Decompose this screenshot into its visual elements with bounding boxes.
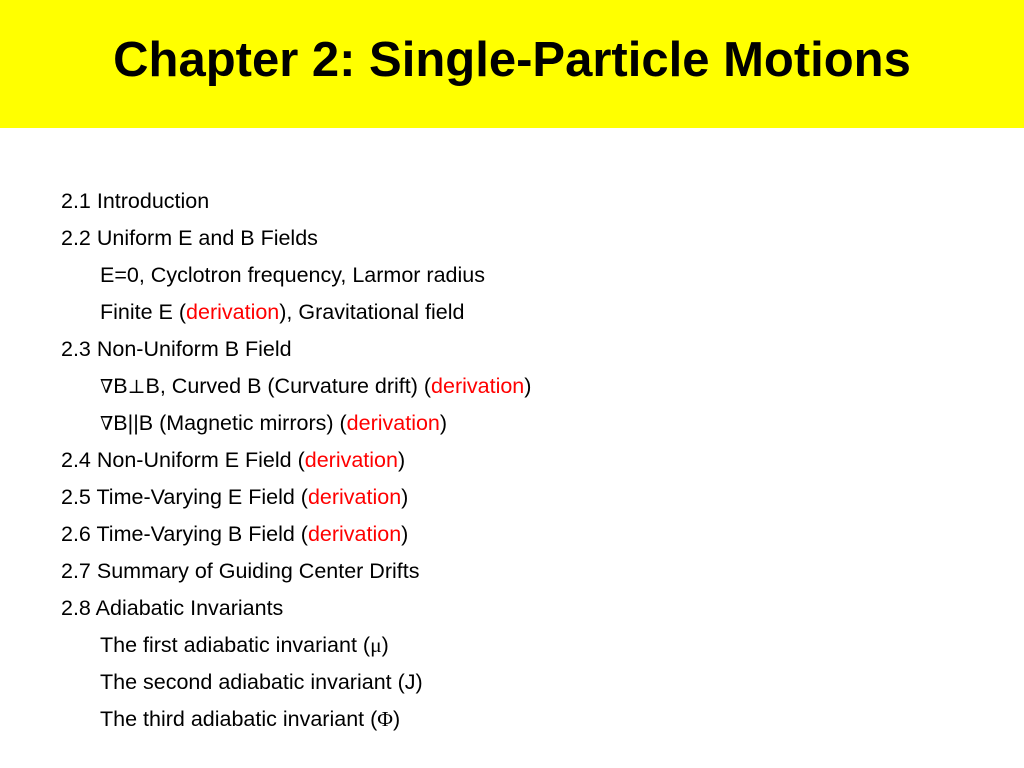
outline-text: 2.5 Time-Varying E Field (: [61, 485, 308, 509]
outline-subitem-grad-b-parallel: [61, 406, 1001, 443]
chapter-outline: [61, 184, 1001, 739]
outline-subitem-third-invariant: [61, 702, 1001, 739]
outline-text: The first adiabatic invariant (: [100, 633, 371, 657]
outline-text: The second adiabatic invariant (J): [100, 670, 423, 694]
outline-text: ): [439, 411, 448, 435]
outline-text: 2.8 Adiabatic Invariants: [61, 596, 284, 620]
outline-item-2-2: [61, 221, 1001, 258]
phi-symbol: Φ: [377, 707, 393, 731]
derivation-link[interactable]: derivation: [186, 300, 280, 324]
outline-text: 2.2 Uniform E and B Fields: [61, 226, 318, 250]
outline-text: ): [397, 448, 406, 472]
outline-subitem-cyclotron: [61, 258, 1001, 295]
outline-text: ): [401, 522, 409, 546]
outline-text: B, Curved B (Curvature drift) (: [145, 374, 432, 398]
outline-item-2-8: [61, 591, 1001, 628]
derivation-link[interactable]: derivation: [346, 411, 440, 435]
outline-text: ): [392, 707, 401, 731]
outline-text: 2.1 Introduction: [61, 189, 210, 213]
outline-text: ), Gravitational field: [279, 300, 465, 324]
title-bar: [0, 0, 1024, 128]
outline-item-2-4: [61, 443, 1001, 480]
outline-subitem-finite-e: [61, 295, 1001, 332]
derivation-link[interactable]: derivation: [304, 448, 398, 472]
outline-item-2-6: [61, 517, 1001, 554]
outline-text: ): [381, 633, 389, 657]
outline-text: B: [113, 374, 128, 398]
outline-text: 2.3 Non-Uniform B Field: [61, 337, 292, 361]
outline-text: 2.4 Non-Uniform E Field (: [61, 448, 305, 472]
outline-text: 2.6 Time-Varying B Field (: [61, 522, 308, 546]
outline-item-2-3: [61, 332, 1001, 369]
outline-text: ): [401, 485, 409, 509]
outline-item-2-1: [61, 184, 1001, 221]
outline-subitem-second-invariant: [61, 665, 1001, 702]
derivation-link[interactable]: derivation: [307, 485, 402, 509]
slide-title: Chapter 2: Single-Particle Motions: [113, 32, 911, 87]
derivation-link[interactable]: derivation: [431, 374, 525, 398]
outline-text: B||B (Magnetic mirrors) (: [113, 411, 347, 435]
outline-text: ): [524, 374, 532, 398]
mu-symbol: μ: [370, 633, 382, 657]
outline-text: 2.7 Summary of Guiding Center Drifts: [61, 559, 420, 583]
outline-text: Finite E (: [100, 300, 187, 324]
outline-text: The third adiabatic invariant (: [100, 707, 378, 731]
outline-subitem-first-invariant: [61, 628, 1001, 665]
outline-subitem-grad-b-perp: [61, 369, 1001, 406]
outline-item-2-5: [61, 480, 1001, 517]
outline-text: E=0, Cyclotron frequency, Larmor radius: [100, 263, 485, 287]
derivation-link[interactable]: derivation: [307, 522, 402, 546]
outline-item-2-7: [61, 554, 1001, 591]
nabla-symbol: ∇: [100, 413, 114, 435]
nabla-symbol: ∇: [100, 376, 114, 398]
perp-symbol: ⊥: [127, 376, 146, 398]
